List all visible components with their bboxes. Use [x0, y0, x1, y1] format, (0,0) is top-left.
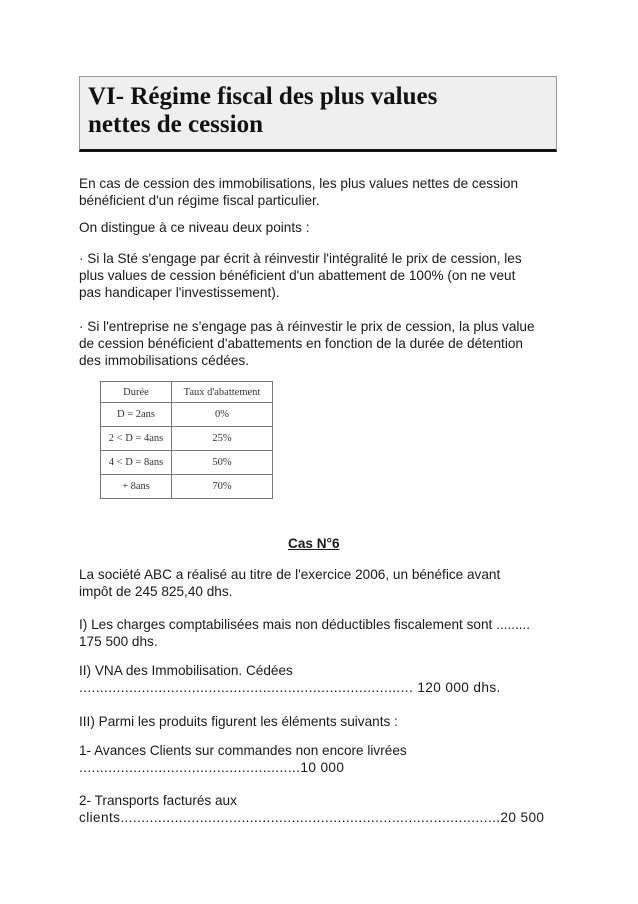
case-sub-item-1 — [79, 742, 569, 776]
cell-taux: 0% — [172, 403, 273, 427]
text-line: 1- Avances Clients sur commandes non encore livrées — [79, 743, 407, 758]
cell-taux: 70% — [172, 475, 273, 499]
text-line: 175 500 dhs. — [79, 634, 158, 649]
case-intro — [79, 566, 569, 600]
table-row — [101, 427, 273, 451]
section-heading-box — [79, 76, 557, 152]
text-line: La société ABC a réalisé au titre de l'exercice 2006, un bénéfice avant — [79, 567, 501, 582]
case-sub-item-2 — [79, 792, 569, 826]
text-line: 2- Transports facturés aux — [79, 793, 237, 808]
text-line: bénéficient d'un régime fiscal particulier. — [79, 193, 320, 208]
text-line: · Si l'entreprise ne s'engage pas à réinvestir le prix de cession, la plus value — [79, 319, 535, 334]
text-line: III) Parmi les produits figurent les éléments suivants : — [79, 714, 398, 729]
no-reinvest-paragraph — [79, 318, 569, 369]
cell-duree: D = 2ans — [101, 403, 172, 427]
cell-duree: 2 < D = 4ans — [101, 427, 172, 451]
case-item-1 — [79, 616, 569, 650]
case-item-3 — [79, 713, 569, 730]
text-line: clients...........................................................................................20 500 — [79, 810, 545, 825]
reinvest-paragraph — [79, 250, 569, 301]
case-title: Cas N°6 — [288, 536, 340, 551]
text-line: · Si la Sté s'engage par écrit à réinvestir l'intégralité le prix de cession, les — [79, 251, 522, 266]
header-taux: Taux d'abattement — [172, 382, 273, 403]
text-line: impôt de 245 825,40 dhs. — [79, 584, 233, 599]
text-line: En cas de cession des immobilisations, les plus values nettes de cession — [79, 176, 519, 191]
text-line: I) Les charges comptabilisées mais non déductibles fiscalement sont ......... — [79, 617, 531, 632]
table-row — [101, 451, 273, 475]
intro-paragraph — [79, 175, 569, 209]
distinction-paragraph — [79, 219, 569, 236]
section-heading-line-2: nettes de cession — [88, 111, 263, 138]
text-line: ................................................................................ 120 000 dhs. — [79, 680, 501, 695]
cell-taux: 50% — [172, 451, 273, 475]
section-heading-line-1: VI- Régime fiscal des plus values — [88, 83, 438, 110]
text-line: pas handicaper l'investissement). — [79, 285, 280, 300]
text-line: des immobilisations cédées. — [79, 353, 250, 368]
cell-duree: 4 < D = 8ans — [101, 451, 172, 475]
abatement-table — [100, 381, 273, 499]
text-line: .....................................................10 000 — [79, 760, 345, 775]
text-line: On distingue à ce niveau deux points : — [79, 220, 310, 235]
table-header-row — [101, 382, 273, 403]
case-item-2 — [79, 662, 569, 696]
cell-duree: + 8ans — [101, 475, 172, 499]
header-duree: Durée — [101, 382, 172, 403]
text-line: II) VNA des Immobilisation. Cédées — [79, 663, 293, 678]
table-row — [101, 475, 273, 499]
text-line: de cession bénéficient d'abattements en fonction de la durée de détention — [79, 336, 523, 351]
text-line: plus values de cession bénéficient d'un abattement de 100% (on ne veut — [79, 268, 516, 283]
cell-taux: 25% — [172, 427, 273, 451]
table-row — [101, 403, 273, 427]
